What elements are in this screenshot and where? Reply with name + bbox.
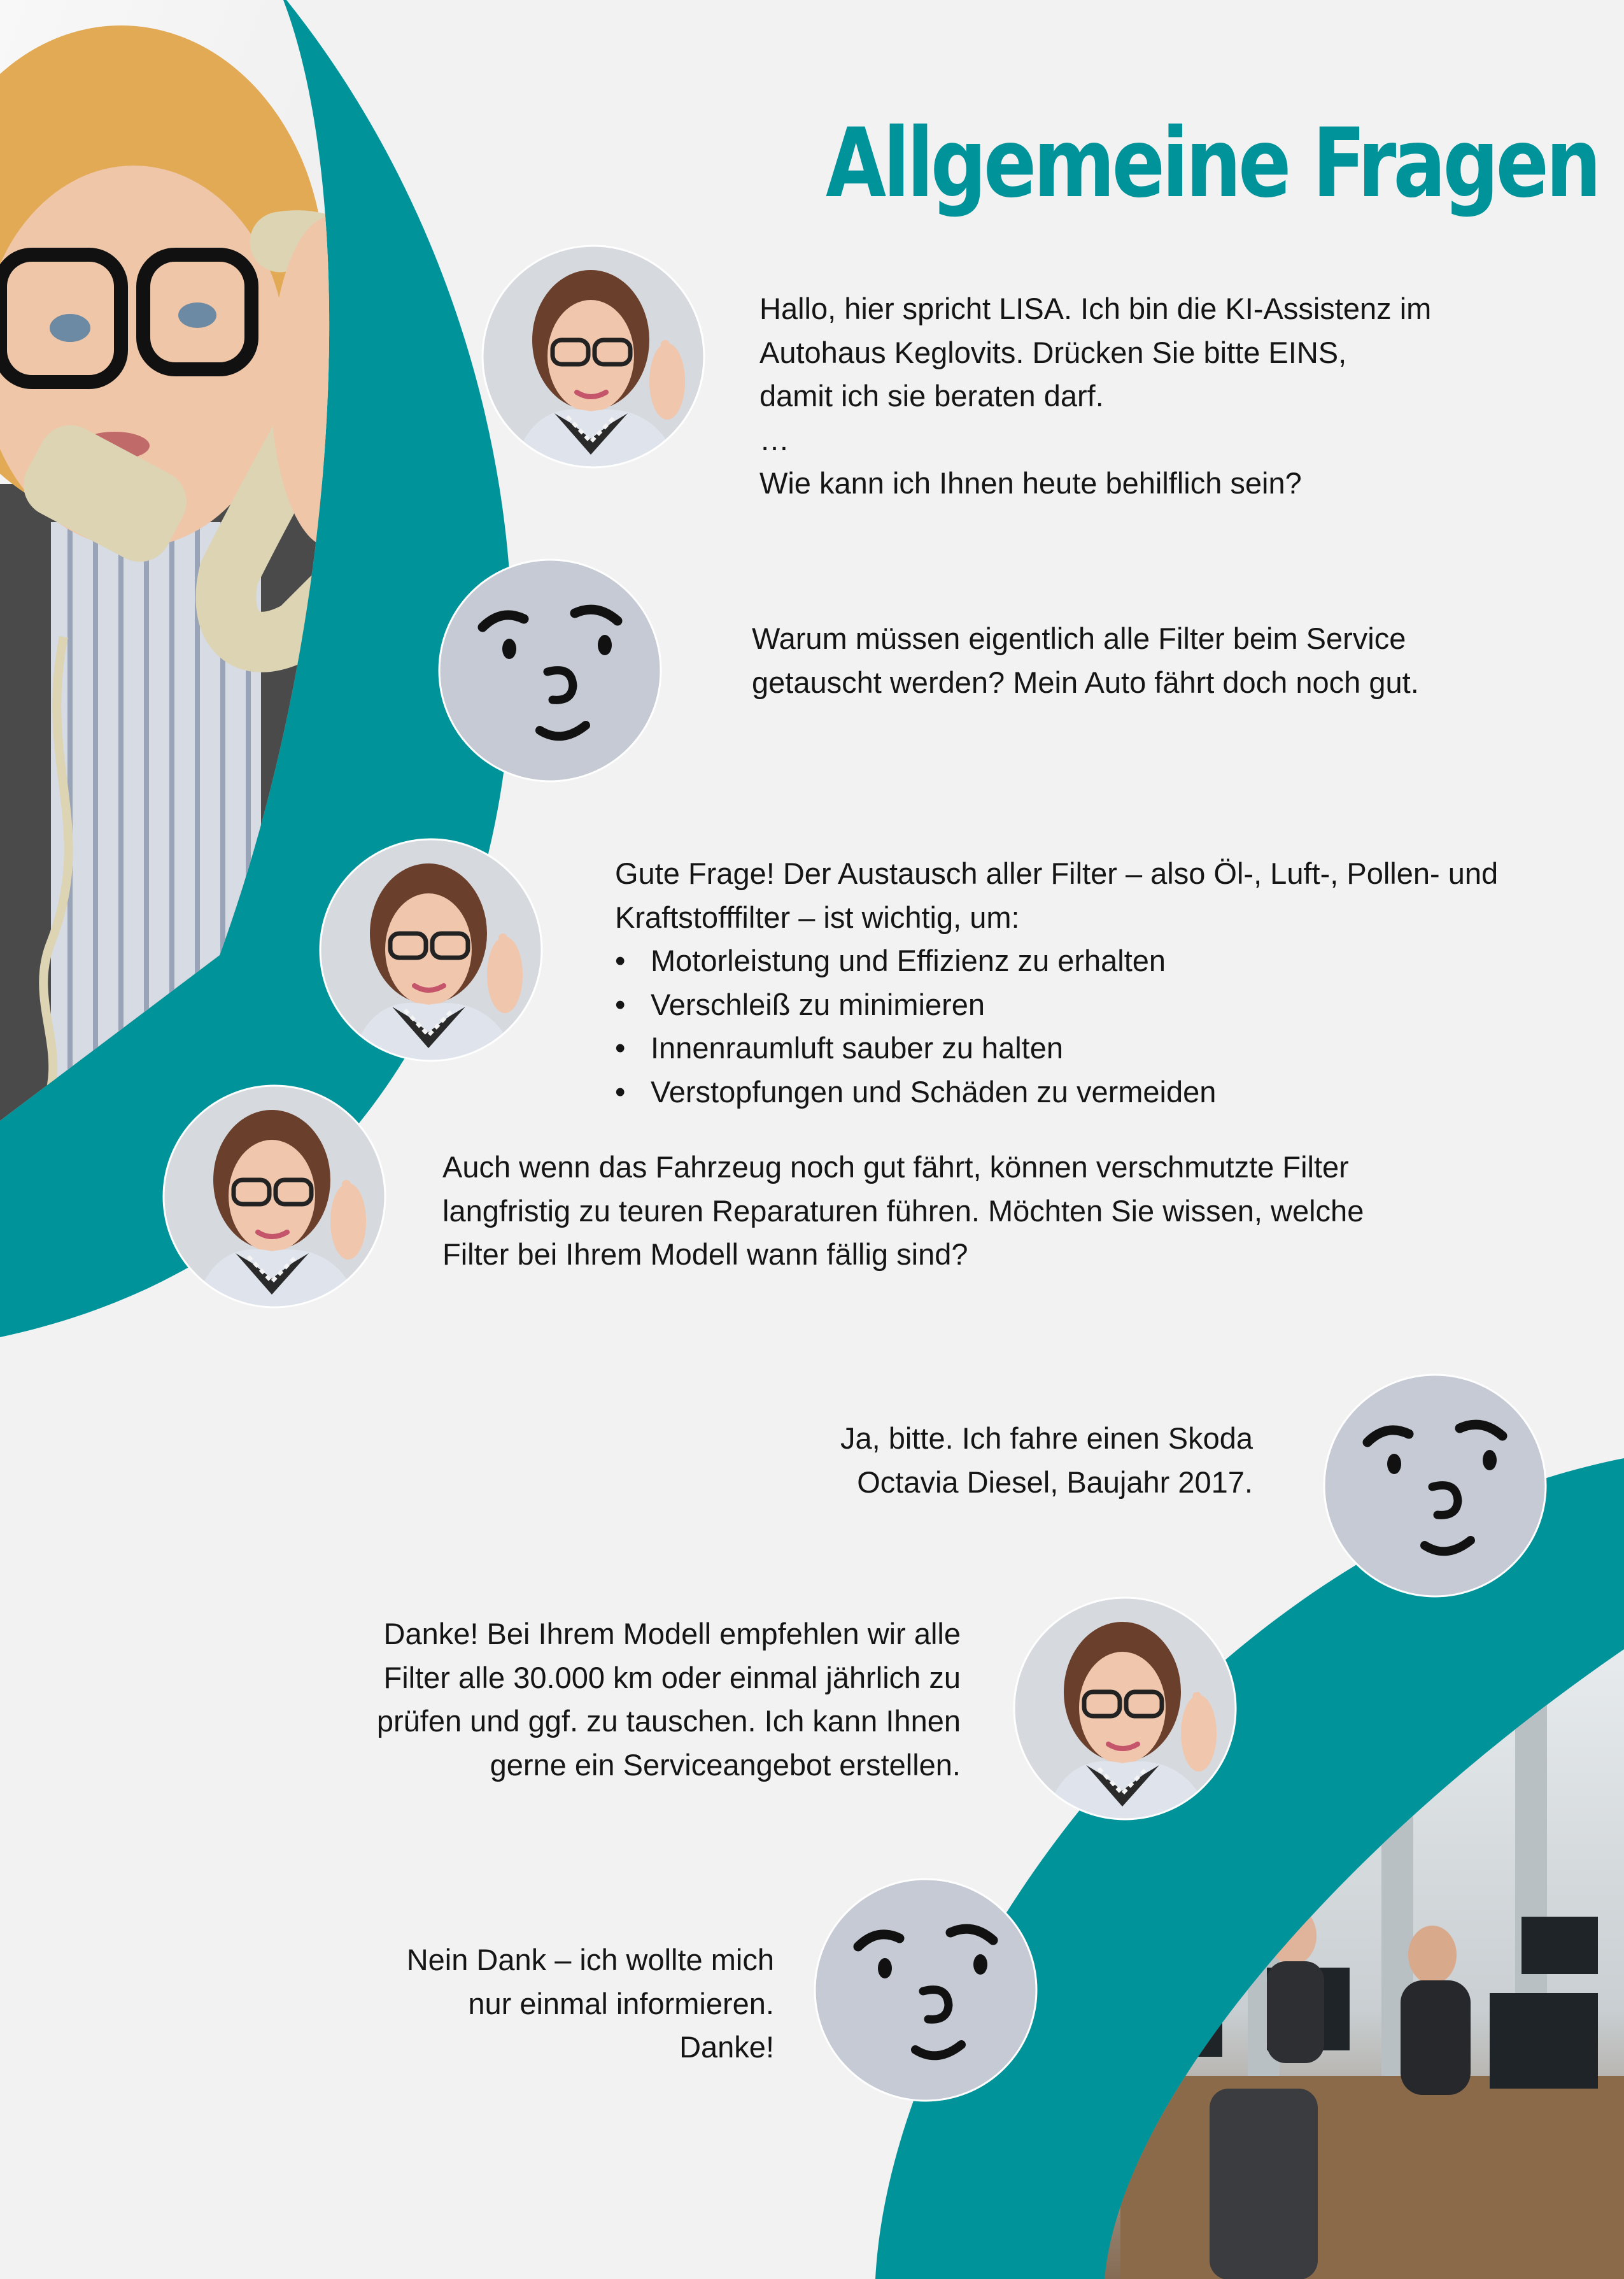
- lisa-assistant-avatar: [319, 838, 543, 1062]
- message-line: Filter bei Ihrem Modell wann fällig sind?: [442, 1237, 968, 1271]
- message-line: langfristig zu teuren Reparaturen führen. Möchten Sie wissen, welche: [442, 1193, 1364, 1228]
- message-line: Danke!: [679, 2030, 774, 2064]
- assistant-message-2: [615, 852, 1498, 1114]
- message-line: Kraftstofffilter – ist wichtig, um:: [615, 900, 1020, 934]
- smiley-face-icon: [1323, 1374, 1547, 1598]
- message-line: Wie kann ich Ihnen heute behilflich sein?: [759, 466, 1302, 500]
- customer-message-2: [694, 1417, 1253, 1504]
- list-item: • Verschleiß zu minimieren: [615, 983, 1498, 1027]
- customer-message-3: [318, 1938, 774, 2070]
- message-line: nur einmal informieren.: [468, 1986, 774, 2020]
- message-line: …: [759, 422, 789, 457]
- list-item: • Verstopfungen und Schäden zu vermeiden: [615, 1070, 1498, 1114]
- message-line: getauscht werden? Mein Auto fährt doch noch gut.: [752, 665, 1419, 699]
- list-item: • Innenraumluft sauber zu halten: [615, 1026, 1498, 1070]
- message-line: Auch wenn das Fahrzeug noch gut fährt, können verschmutzte Filter: [442, 1150, 1349, 1184]
- assistant-message-3: [442, 1146, 1364, 1277]
- message-line: gerne ein Serviceangebot erstellen.: [490, 1747, 961, 1782]
- filter-benefits-list: [615, 939, 1498, 1114]
- lisa-assistant-avatar: [481, 245, 705, 469]
- customer-message-1: [752, 617, 1419, 704]
- message-line: damit ich sie beraten darf.: [759, 379, 1104, 413]
- message-line: Hallo, hier spricht LISA. Ich bin die KI-Assistenz im: [759, 292, 1432, 325]
- smiley-face-icon: [438, 558, 662, 783]
- message-line: Gute Frage! Der Austausch aller Filter – also Öl-, Luft-, Pollen- und: [615, 856, 1499, 890]
- message-line: prüfen und ggf. zu tauschen. Ich kann Ihnen: [376, 1704, 961, 1738]
- message-line: Filter alle 30.000 km oder einmal jährlich zu: [383, 1660, 961, 1694]
- page-title: Allgemeine Fragen: [826, 108, 1599, 219]
- message-line: Ja, bitte. Ich fahre einen Skoda: [840, 1421, 1253, 1455]
- assistant-message-4: [306, 1612, 961, 1787]
- smiley-face-icon: [814, 1878, 1038, 2102]
- message-line: Octavia Diesel, Baujahr 2017.: [857, 1465, 1253, 1499]
- message-line: Autohaus Keglovits. Drücken Sie bitte EINS,: [759, 335, 1347, 369]
- lisa-assistant-avatar: [162, 1084, 386, 1309]
- message-line: Nein Dank – ich wollte mich: [406, 1943, 774, 1977]
- assistant-message-1: [759, 287, 1431, 506]
- message-line: Warum müssen eigentlich alle Filter beim Service: [752, 621, 1406, 655]
- list-item: • Motorleistung und Effizienz zu erhalten: [615, 939, 1498, 983]
- message-line: Danke! Bei Ihrem Modell empfehlen wir alle: [383, 1617, 961, 1651]
- lisa-assistant-avatar: [1013, 1596, 1237, 1821]
